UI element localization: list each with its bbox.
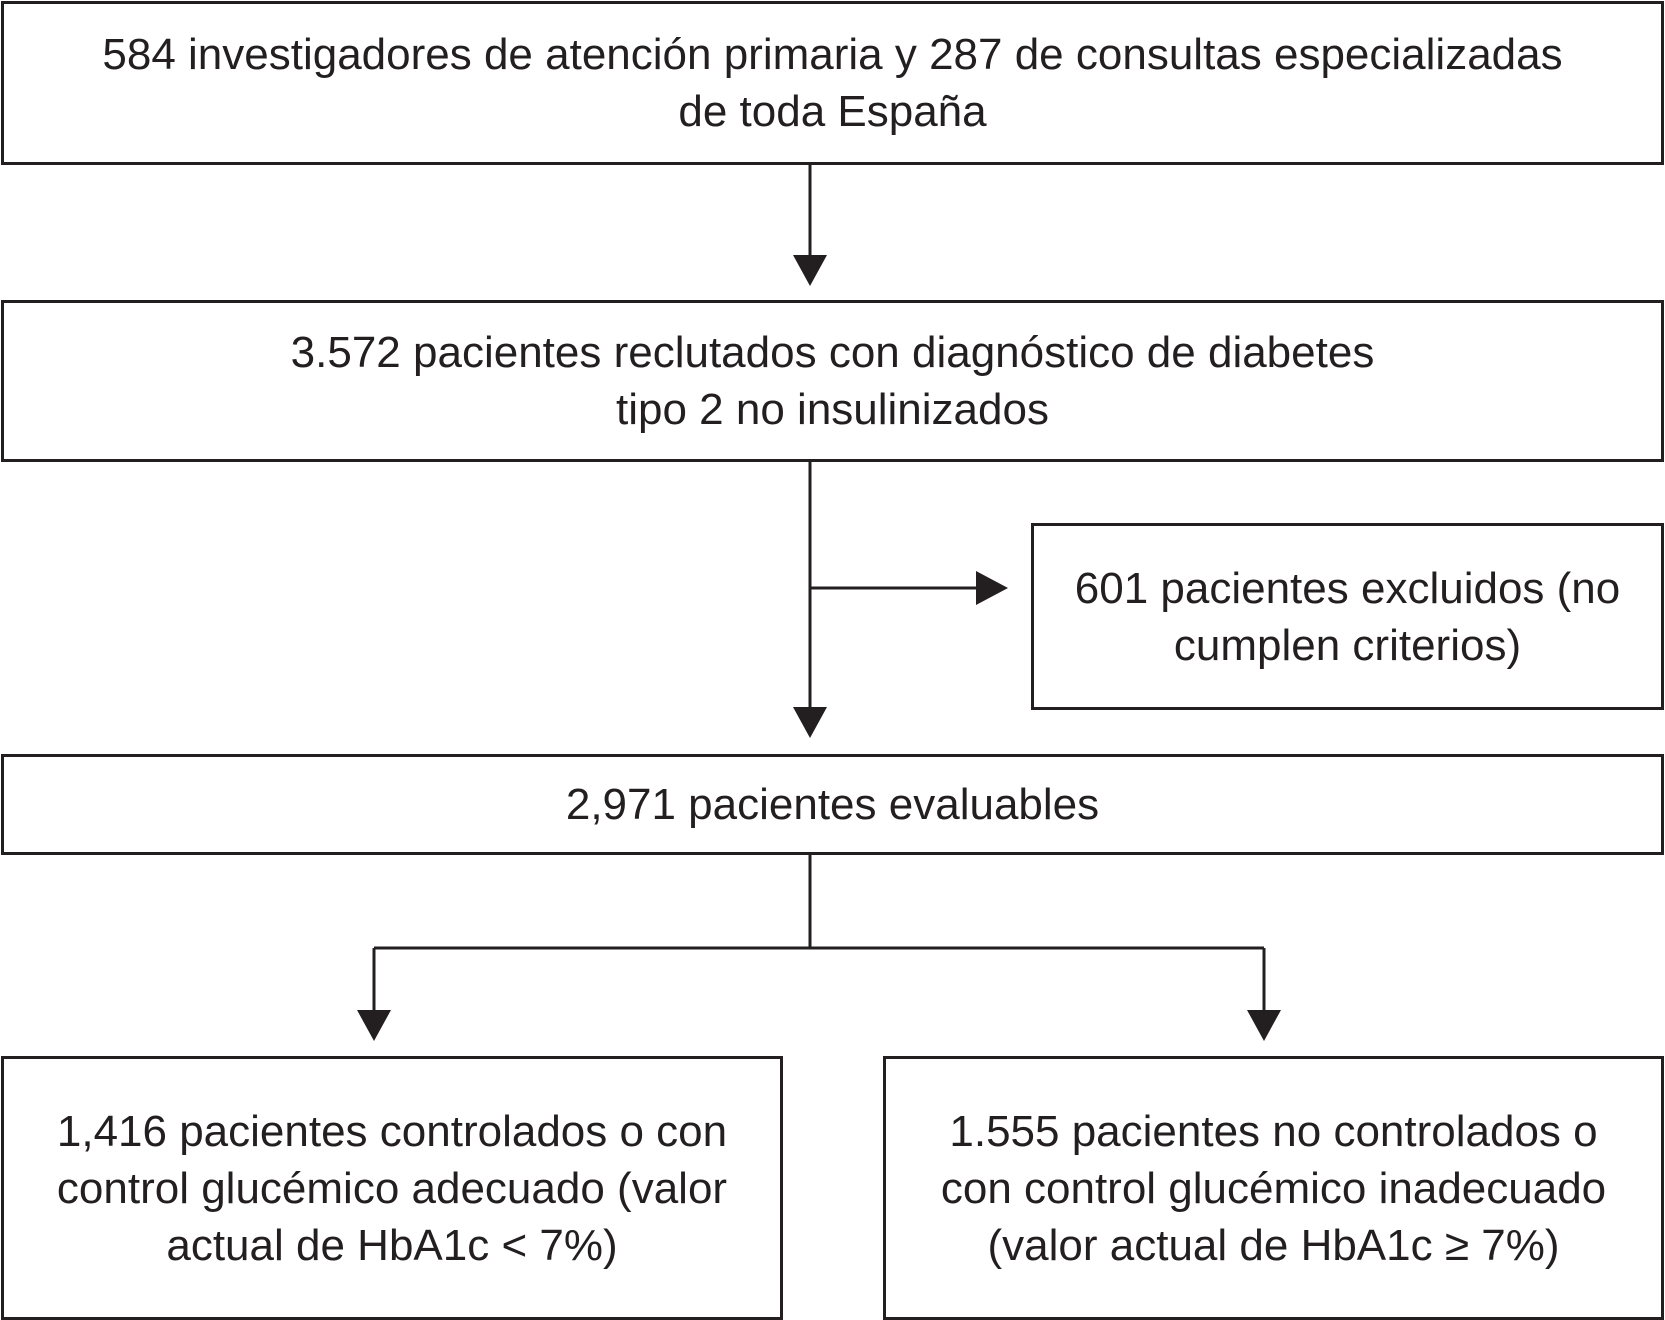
controlled-line-2: control glucémico adecuado (valor: [56, 1163, 728, 1213]
controlled-text: [57, 1103, 727, 1274]
investigators-line-2: de toda España: [678, 87, 987, 136]
investigators-box: [1, 1, 1664, 165]
uncontrolled-line-1: 1.555 pacientes no controlados o: [949, 1106, 1598, 1156]
excluded-box: [1031, 523, 1664, 710]
arrowhead-down-evaluable: [793, 707, 827, 738]
recruited-box: [1, 300, 1664, 462]
excluded-text: [1075, 560, 1620, 674]
controlled-line-3: actual de HbA1c < 7%): [166, 1220, 618, 1270]
controlled-box: [1, 1056, 783, 1320]
arrowhead-down-recruited: [793, 255, 827, 286]
excluded-line-2: cumplen criterios): [1173, 620, 1522, 670]
uncontrolled-box: [883, 1056, 1664, 1320]
arrowhead-down-controlled: [357, 1010, 391, 1041]
arrowhead-down-uncontrolled: [1247, 1010, 1281, 1041]
excluded-line-1: 601 pacientes excluidos (no: [1074, 563, 1621, 613]
recruited-line-1: 3.572 pacientes reclutados con diagnóstico de diabetes: [290, 328, 1375, 377]
controlled-line-1: 1,416 pacientes controlados o con: [56, 1106, 728, 1156]
uncontrolled-line-2: con control glucémico inadecuado: [940, 1163, 1607, 1213]
recruited-line-2: tipo 2 no insulinizados: [616, 385, 1049, 434]
evaluable-box: [1, 754, 1664, 855]
investigators-line-1: 584 investigadores de atención primaria y 287 de consultas especializadas: [102, 30, 1563, 79]
evaluable-text: [566, 776, 1099, 833]
arrowhead-right-excluded: [976, 571, 1008, 605]
investigators-text: [102, 26, 1562, 140]
uncontrolled-text: [941, 1103, 1606, 1274]
uncontrolled-line-3: (valor actual de HbA1c ≥ 7%): [987, 1220, 1560, 1270]
recruited-text: [291, 324, 1375, 438]
evaluable-line-1: 2,971 pacientes evaluables: [565, 780, 1100, 829]
